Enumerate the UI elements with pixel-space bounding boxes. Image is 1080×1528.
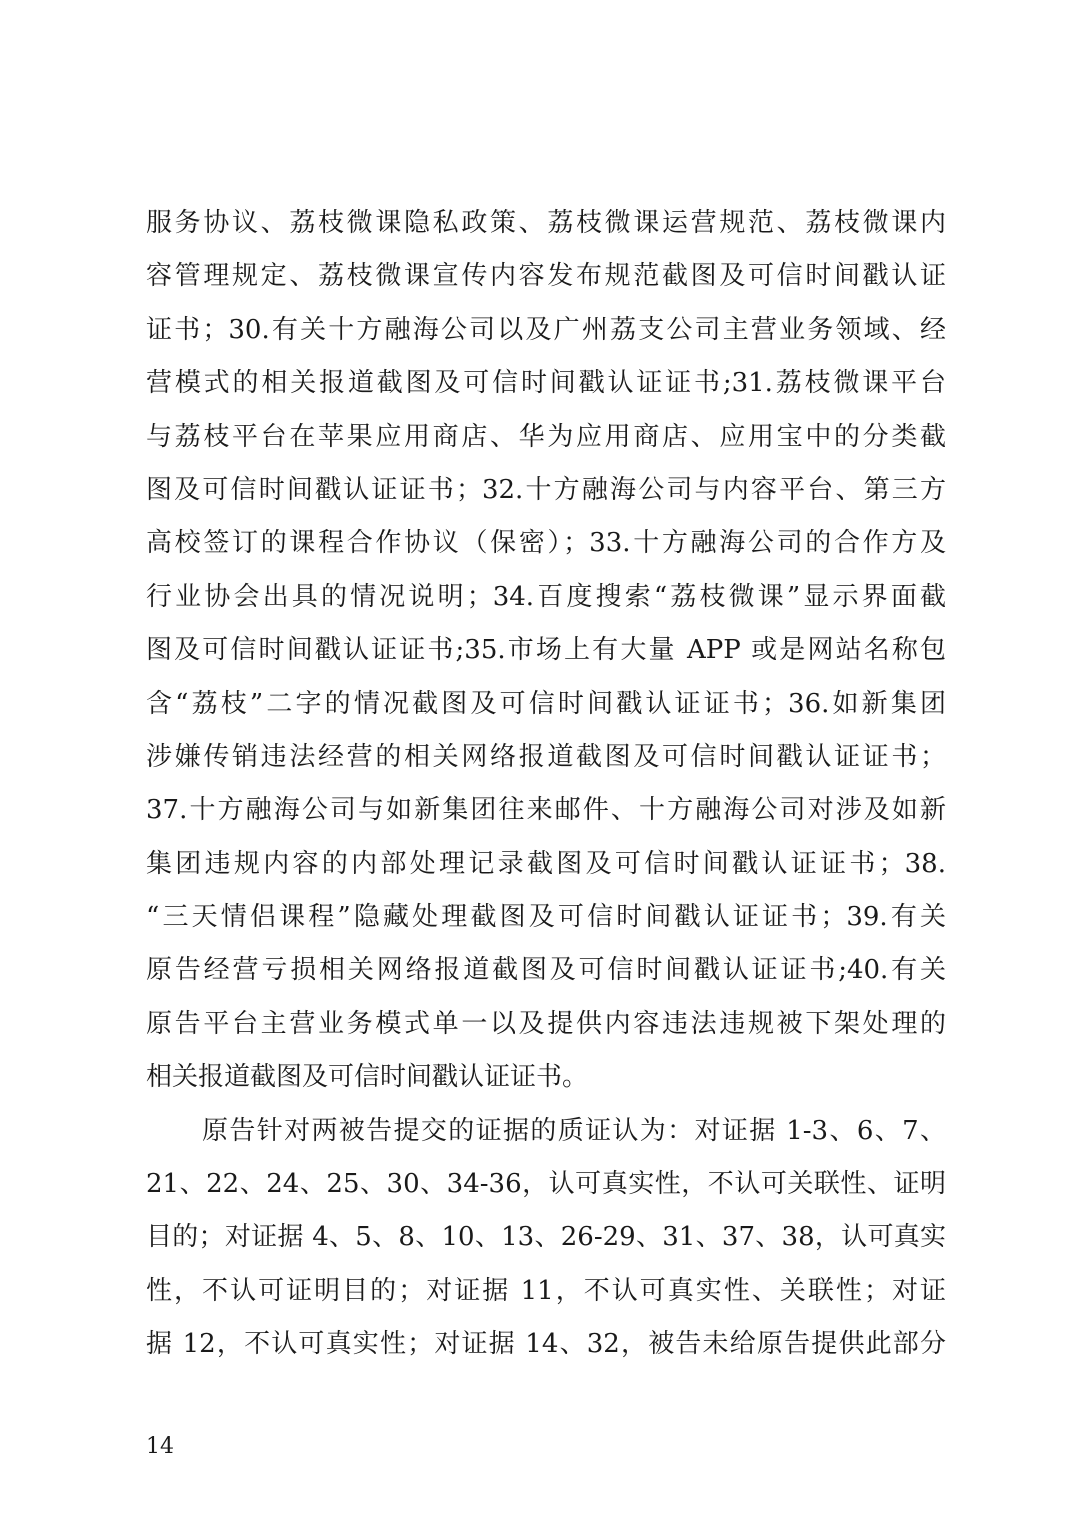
text-line: 含“荔枝”二字的情况截图及可信时间戳认证证书；36.如新集团 xyxy=(146,688,946,719)
text-line: 目的；对证据 4、5、8、10、13、26-29、31、37、38，认可真实 xyxy=(146,1222,946,1253)
text-line: 集团违规内容的内部处理记录截图及可信时间戳认证证书；38. xyxy=(146,848,946,879)
text-line: 高校签订的课程合作协议（保密）；33.十方融海公司的合作方及 xyxy=(146,528,946,559)
text-line: 37.十方融海公司与如新集团往来邮件、十方融海公司对涉及如新 xyxy=(146,795,946,826)
text-line: 原告经营亏损相关网络报道截图及可信时间戳认证证书;40.有关 xyxy=(146,955,946,986)
text-line: 图及可信时间戳认证证书；32.十方融海公司与内容平台、第三方 xyxy=(146,474,946,505)
text-line: 营模式的相关报道截图及可信时间戳认证证书;31.荔枝微课平台 xyxy=(146,368,946,399)
text-line: 原告平台主营业务模式单一以及提供内容违法违规被下架处理的 xyxy=(146,1008,946,1039)
paragraph-start-line: 原告针对两被告提交的证据的质证认为：对证据 1-3、6、7、 xyxy=(202,1115,946,1146)
text-line: 性，不认可证明目的；对证据 11，不认可真实性、关联性；对证 xyxy=(146,1275,946,1306)
text-line: 21、22、24、25、30、34-36，认可真实性，不认可关联性、证明 xyxy=(146,1169,946,1200)
text-line: 与荔枝平台在苹果应用商店、华为应用商店、应用宝中的分类截 xyxy=(146,421,946,452)
text-line: 服务协议、荔枝微课隐私政策、荔枝微课运营规范、荔枝微课内 xyxy=(146,208,946,238)
text-line: 证书；30.有关十方融海公司以及广州荔支公司主营业务领域、经 xyxy=(146,314,946,345)
text-line: 图及可信时间戳认证证书;35.市场上有大量 APP 或是网站名称包 xyxy=(146,635,946,666)
paragraph-end-line: 相关报道截图及可信时间戳认证证书。 xyxy=(146,1062,589,1093)
page-number: 14 xyxy=(146,1434,174,1459)
text-line: “三天情侣课程”隐藏处理截图及可信时间戳认证证书；39.有关 xyxy=(146,902,946,933)
text-line: 据 12，不认可真实性；对证据 14、32，被告未给原告提供此部分 xyxy=(146,1329,946,1360)
text-line: 涉嫌传销违法经营的相关网络报道截图及可信时间戳认证证书； xyxy=(146,741,946,772)
body-text xyxy=(146,197,946,1372)
text-line: 行业协会出具的情况说明；34.百度搜索“荔枝微课”显示界面截 xyxy=(146,581,946,612)
text-line: 容管理规定、荔枝微课宣传内容发布规范截图及可信时间戳认证 xyxy=(146,261,946,292)
